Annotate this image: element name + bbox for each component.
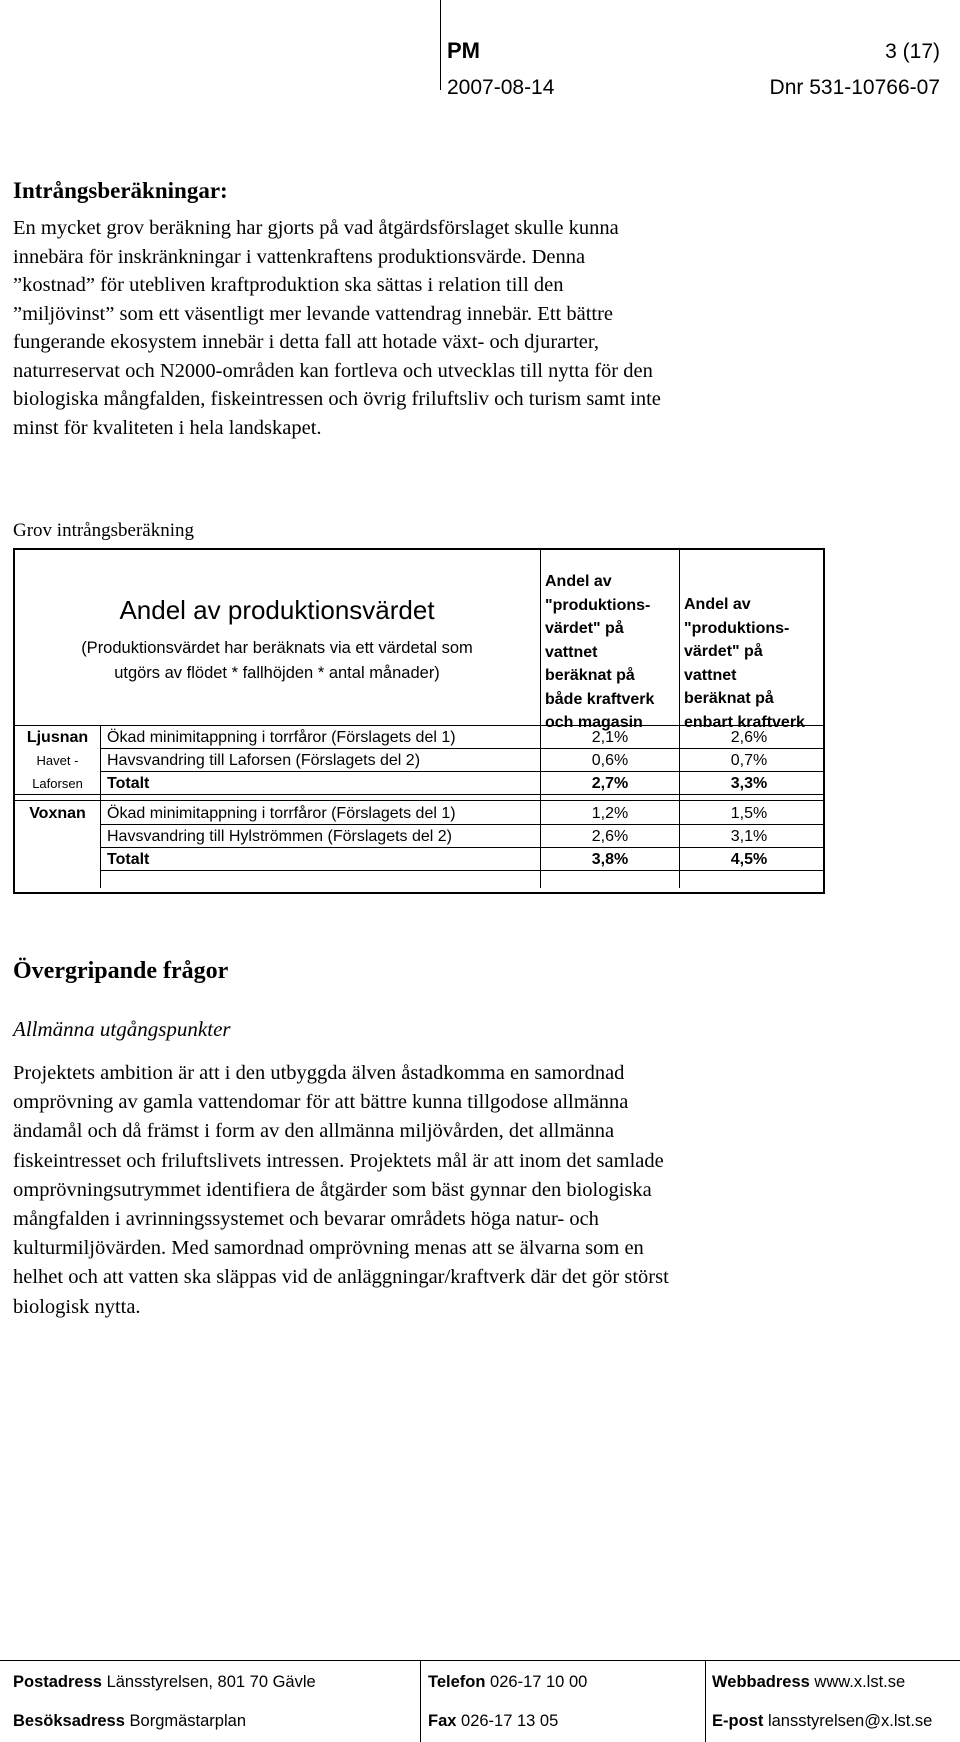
footer-label: Webbadress bbox=[712, 1673, 810, 1691]
column-header-line: beräknat på bbox=[545, 667, 635, 684]
row-value-plant: 3,1% bbox=[730, 828, 768, 845]
footer-value: lansstyrelsen@x.lst.se bbox=[767, 1712, 933, 1730]
row-value-plant-total: 3,3% bbox=[730, 775, 768, 792]
footer-visit-address bbox=[13, 1712, 246, 1731]
paragraph-line: kulturmiljövärden. Med samordnad omprövning menas att se älvarna som en bbox=[13, 1237, 644, 1260]
footer-website bbox=[712, 1673, 905, 1692]
column-header-both bbox=[545, 570, 654, 735]
table-caption: Grov intrångsberäkning bbox=[13, 520, 194, 541]
footer-email bbox=[712, 1712, 932, 1731]
table-divider bbox=[100, 725, 101, 888]
column-header-line: och magasin bbox=[545, 714, 643, 731]
row-value-plant: 0,7% bbox=[730, 752, 768, 769]
table-subtitle bbox=[15, 636, 539, 686]
paragraph-line: naturreservat och N2000-områden kan fortleva och utvecklas till nytta för den bbox=[13, 359, 653, 382]
row-value-both-total: 3,8% bbox=[591, 851, 629, 868]
header-divider bbox=[440, 0, 441, 90]
column-header-line: Andel av bbox=[684, 596, 751, 613]
paragraph-line: ”miljövinst” som ett väsentligt mer levande vattendrag innebär. Ett bättre bbox=[13, 302, 614, 325]
column-header-line: värdet" på bbox=[545, 620, 624, 637]
column-header-line: värdet" på bbox=[684, 643, 763, 660]
table-subtitle-line: utgörs av flödet * fallhöjden * antal månader) bbox=[114, 664, 440, 682]
footer-label: Besöksadress bbox=[13, 1712, 125, 1730]
subheading-allmanna: Allmänna utgångspunkter bbox=[13, 1017, 231, 1041]
paragraph-line: biologiska mångfalden, fiskeintressen och övrig friluftsliv och turism samt inte bbox=[13, 388, 661, 410]
footer-phone bbox=[428, 1673, 587, 1692]
paragraph-line: ”kostnad” för utebliven kraftproduktion ska sättas i relation till den bbox=[13, 274, 564, 296]
row-value-plant: 2,6% bbox=[730, 729, 768, 746]
row-label: Ökad minimitappning i torrfåror (Förslagets del 1) bbox=[107, 729, 456, 746]
row-label-total: Totalt bbox=[107, 775, 150, 792]
section-heading-intrang: Intrångsberäkningar: bbox=[13, 178, 228, 203]
section-heading-overgripande: Övergripande frågor bbox=[13, 958, 229, 984]
paragraph-line: mångfalden i avrinningssystemet och bevarar områdets höga natur- och bbox=[13, 1208, 599, 1231]
footer-rule bbox=[0, 1660, 960, 1661]
row-value-plant: 1,5% bbox=[730, 805, 768, 822]
footer-value: Länsstyrelsen, 801 70 Gävle bbox=[106, 1673, 316, 1691]
column-header-line: enbart kraftverk bbox=[684, 713, 805, 731]
paragraph-line: Projektets ambition är att i den utbyggda älven åstadkomma en samordnad bbox=[13, 1062, 625, 1084]
production-value-table bbox=[13, 548, 825, 894]
paragraph-line: biologisk nytta. bbox=[13, 1295, 141, 1318]
table-divider bbox=[15, 800, 823, 801]
table-subtitle-line: (Produktionsvärdet har beräknats via ett värdetal som bbox=[81, 639, 473, 657]
footer-value: Borgmästarplan bbox=[129, 1712, 246, 1730]
footer-value: 026-17 13 05 bbox=[461, 1712, 559, 1730]
river-ljusnan-sub: Laforsen bbox=[32, 776, 83, 791]
column-header-plant-only bbox=[684, 593, 805, 734]
column-header-line: Andel av bbox=[545, 573, 612, 590]
table-divider bbox=[540, 550, 541, 888]
footer-value: www.x.lst.se bbox=[814, 1673, 906, 1691]
paragraph-line: fiskeintresset och friluftslivets intressen. Projektets mål är att inom det samlade bbox=[13, 1149, 664, 1172]
row-value-both-total: 2,7% bbox=[591, 775, 629, 792]
doc-date: 2007-08-14 bbox=[447, 76, 555, 99]
footer-label: E-post bbox=[712, 1712, 764, 1730]
intrang-paragraph bbox=[13, 214, 893, 442]
row-value-both: 1,2% bbox=[591, 805, 629, 822]
paragraph-line: minst för kvaliteten i hela landskapet. bbox=[13, 416, 322, 439]
footer-divider bbox=[420, 1660, 421, 1742]
doc-type: PM bbox=[447, 38, 480, 63]
river-ljusnan: Ljusnan bbox=[26, 729, 89, 746]
page-number: 3 (17) bbox=[885, 40, 940, 63]
row-label-total: Totalt bbox=[107, 851, 150, 868]
river-ljusnan-sub: Havet - bbox=[36, 753, 79, 768]
row-label: Ökad minimitappning i torrfåror (Förslagets del 1) bbox=[107, 805, 456, 822]
column-header-line: vattnet bbox=[545, 643, 598, 661]
footer-label: Telefon bbox=[428, 1673, 486, 1691]
row-value-plant-total: 4,5% bbox=[730, 851, 768, 868]
footer-label: Postadress bbox=[13, 1673, 102, 1691]
column-header-line: "produktions- bbox=[684, 619, 790, 637]
paragraph-line: omprövning av gamla vattendomar för att bättre kunna tillgodose allmänna bbox=[13, 1091, 629, 1114]
column-header-line: "produktions- bbox=[545, 596, 651, 614]
footer-postal-address bbox=[13, 1673, 316, 1692]
table-title: Andel av produktionsvärdet bbox=[119, 595, 435, 625]
paragraph-line: En mycket grov beräkning har gjorts på vad åtgärdsförslaget skulle kunna bbox=[13, 217, 619, 239]
footer-label: Fax bbox=[428, 1712, 457, 1730]
footer-fax bbox=[428, 1712, 558, 1731]
doc-reference: Dnr 531-10766-07 bbox=[769, 76, 940, 99]
river-voxnan: Voxnan bbox=[29, 805, 86, 822]
row-value-both: 2,6% bbox=[591, 828, 629, 845]
paragraph-line: ändamål och då främst i form av den allmänna miljövården, det allmänna bbox=[13, 1120, 615, 1143]
footer-value: 026-17 10 00 bbox=[490, 1673, 588, 1691]
row-value-both: 2,1% bbox=[591, 729, 629, 746]
row-value-both: 0,6% bbox=[591, 752, 629, 769]
overgripande-paragraph bbox=[13, 1059, 893, 1322]
row-label: Havsvandring till Hylströmmen (Förslagets del 2) bbox=[107, 828, 452, 845]
column-header-line: både kraftverk bbox=[545, 690, 655, 708]
table-divider bbox=[679, 550, 680, 888]
footer-divider bbox=[705, 1660, 706, 1742]
row-label: Havsvandring till Laforsen (Förslagets del 2) bbox=[107, 752, 421, 769]
column-header-line: vattnet bbox=[684, 666, 737, 684]
paragraph-line: helhet och att vatten ska släppas vid de anläggningar/kraftverk där det gör störst bbox=[13, 1266, 669, 1289]
paragraph-line: innebära för inskränkningar i vattenkraftens produktionsvärde. Denna bbox=[13, 245, 586, 268]
paragraph-line: fungerande ekosystem innebär i detta fall att hotade växt- och djurarter, bbox=[13, 331, 600, 353]
column-header-line: beräknat på bbox=[684, 690, 774, 707]
paragraph-line: omprövningsutrymmet identifiera de åtgärder som bäst gynnar den biologiska bbox=[13, 1178, 652, 1201]
